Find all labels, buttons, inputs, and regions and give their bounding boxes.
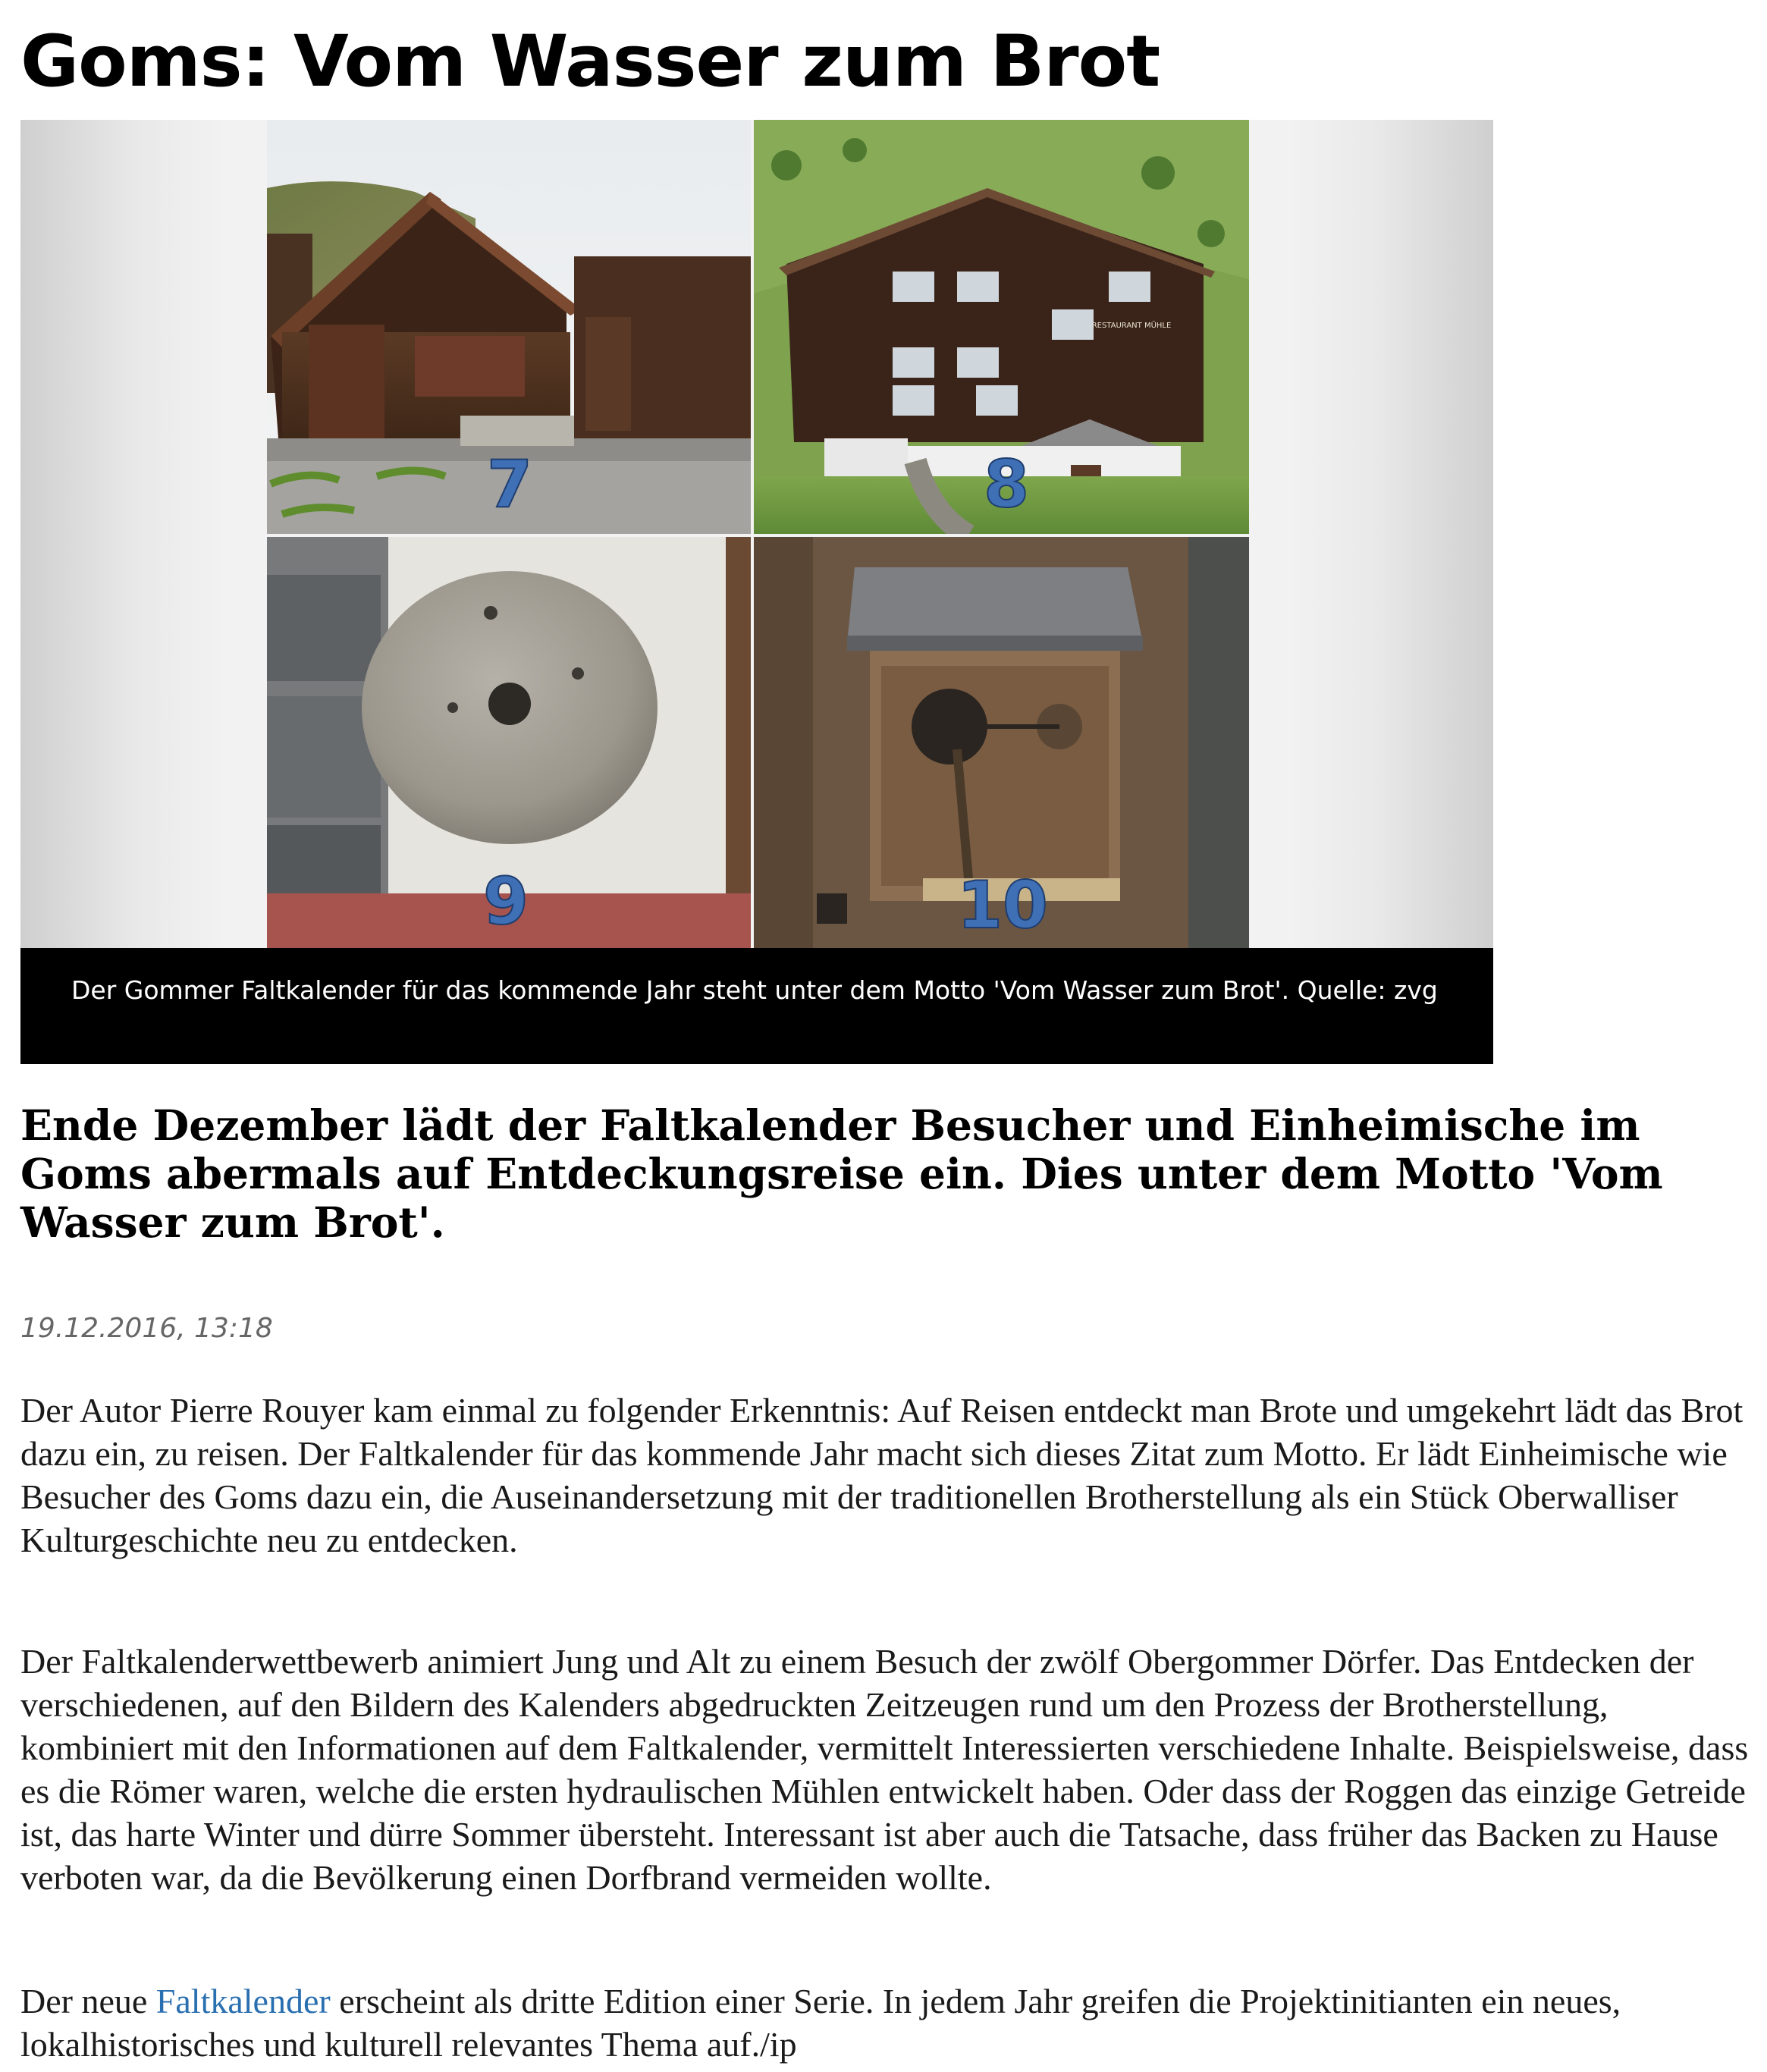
faltkalender-link[interactable]: Faltkalender [155,1982,331,2020]
photo-10-number: 10 [957,868,1048,943]
photo-9 [267,535,752,948]
article-figure [20,120,1493,1064]
article-paragraph-1: Der Autor Pierre Rouyer kam einmal zu folgender Erkenntnis: Auf Reisen entdeckt man Brote und umgekehrt lädt das Brot dazu ein, zu reisen. Der Faltkalender für das kommende Jahr macht sich dieses Zitat zum Motto. Er lädt Einheimische wie Besucher des Goms dazu ein, die Auseinandersetzung mit der traditionellen Brotherstellung als ein Stück Oberwalliser Kulturgeschichte neu zu entdecken. [20,1391,1743,1559]
photo-7 [267,120,752,535]
collage-svg [20,120,1493,948]
article-lead: Ende Dezember lädt der Faltkalender Besucher und Einheimische im Goms abermals auf Entdeckungsreise ein. Dies unter dem Motto 'Vom Wasser zum Brot'. [20,1100,1663,1247]
article-paragraph-2: Der Faltkalenderwettbewerb animiert Jung und Alt zu einem Besuch der zwölf Obergommer Dörfer. Das Entdecken der verschiedenen, auf den Bildern des Kalenders abgedruckten Zeitzeugen rund um den Prozess der Brotherstellung, kombiniert mit den Informationen auf dem Faltkalender, vermittelt Interessierten verschiedene Inhalte. Beispielsweise, dass es die Römer waren, welche die ersten hydraulischen Mühlen entwickelt haben. Oder dass der Roggen das einzige Getreide ist, das harte Winter und dürre Sommer übersteht. Interessant ist aber auch die Tatsache, dass früher das Backen zu Hause verboten war, da die Bevölkerung einen Dorfbrand vermeiden wollte. [20,1642,1749,1897]
photo-collage[interactable] [20,120,1493,948]
article-paragraph-3 [20,1979,1753,2066]
paragraph-3-intro: Der neue [20,1982,156,2020]
article-title: Goms: Vom Wasser zum Brot [20,20,1160,103]
restaurant-sign: RESTAURANT MÜHLE [1091,322,1172,330]
photo-8 [752,120,1249,537]
photo-8-number: 8 [984,447,1029,523]
paragraph-3-rest: erscheint als dritte Edition einer Serie. In jedem Jahr greifen die Projektinitianten ein neues, lokalhistorisches und kulturell relevantes Thema auf./ip [20,1982,1621,2064]
collage-divider-horizontal [267,534,1249,537]
article-date: 19.12.2016, 13:18 [20,1313,273,1344]
photo-10 [752,535,1249,948]
photo-7-number: 7 [487,447,532,523]
figure-caption: Der Gommer Faltkalender für das kommende Jahr steht unter dem Motto 'Vom Wasser zum Brot'. Quelle: zvg [20,948,1493,1064]
photo-9-number: 9 [483,864,529,940]
